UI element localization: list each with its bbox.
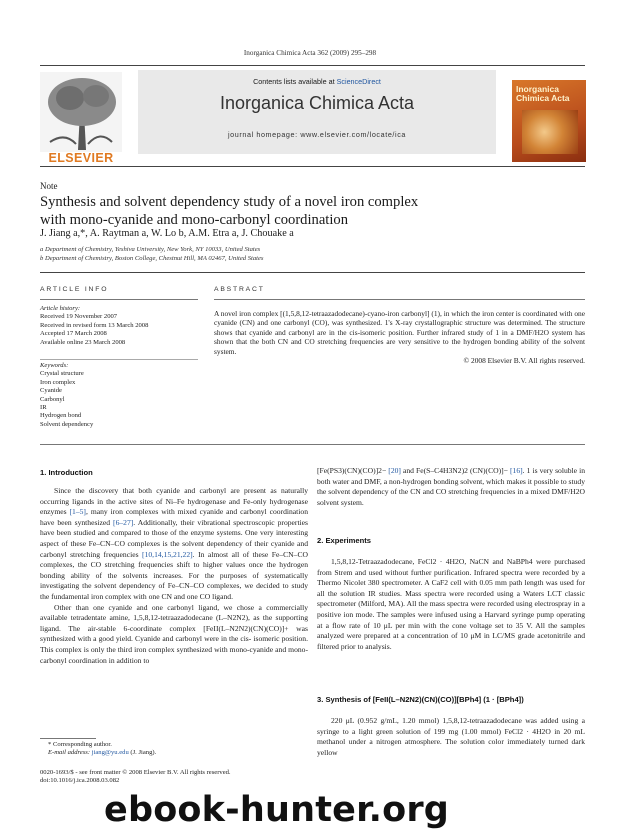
history-item: Received 19 November 2007: [40, 313, 118, 321]
experiments-paragraph: 1,5,8,12-Tetraazadodecane, FeCl2 · 4H2O, NaCN and NaBPh4 were purchased from Strem and used without further purification. Infrared spectra were recorded by a Thermo Nicolet 380 spectrometer. A CaF2 cell with 0.05 mm path length was used for all the solution IR studies. Mass spectra were recorded using a Waters LCT classic spectrometer (Milford, MA). All the mass spectra were recorded using electrospray in a positive ion mode. The samples were infused using a Harvard syringe pump operating at a flow rate of 10 μL per min with the cone voltage set to 35 V. All the samples analyzed were prepared at a concentration of 10 μM in LC/MS grade acetonitrile and filtered prior to analysis.: [317, 557, 585, 651]
keyword: Hydrogen bond: [40, 412, 82, 420]
intro-text: , many iron complexes with mixed cyanide and carbonyl coordination have been synthesized: [40, 507, 308, 527]
keyword: IR: [40, 404, 47, 412]
author-list: J. Jiang a,*, A. Raytman a, W. Lo b, A.M. Etra a, J. Chouake a: [40, 228, 294, 239]
history-label: Article history:: [40, 305, 81, 312]
synthesis-heading: 3. Synthesis of [FeII(L–N2N2)(CN)(CO)][BPh4] (1 · [BPh4]): [317, 695, 524, 704]
article-history: [40, 305, 200, 347]
title-line-2: with mono-cyanide and mono-carbonyl coordination: [40, 212, 349, 228]
experiments-heading: 2. Experiments: [317, 536, 372, 545]
contents-prefix: Contents lists available at: [253, 77, 337, 86]
synthesis-body: [317, 716, 585, 758]
intro-heading: 1. Introduction: [40, 468, 93, 477]
running-head: Inorganica Chimica Acta 362 (2009) 295–298: [243, 49, 377, 57]
meta-rule: [40, 272, 585, 273]
header-bottom-rule: [40, 166, 585, 167]
keyword: Solvent dependency: [40, 420, 94, 428]
keywords-label: Keywords:: [40, 362, 69, 369]
footnote-corresponding: * Corresponding author.: [48, 741, 112, 748]
citation-link[interactable]: [20]: [388, 466, 401, 475]
continuation-paragraph: [317, 466, 585, 508]
title-line-1: Synthesis and solvent dependency study of a novel iron complex: [40, 194, 419, 210]
intro-paragraph-2: Other than one cyanide and one carbonyl ligand, we chose a commercially available tetradentate amine, 1,5,8,12-tetraazadodecane (L–N2N2), as the supporting ligand. The air-stable 6-coordinate complex [FeII(L–N2N2)(CN)(CO)]+ was synthesized with a good yield. Cyanide and carbonyl were in the cis- isomeric position. This complex is only the third iron complex synthesized with mono-cyanide and mono-carbonyl coordination in addition to: [40, 602, 308, 665]
contents-line: [138, 77, 496, 86]
publisher-wordmark: ELSEVIER: [48, 151, 114, 165]
sciencedirect-link[interactable]: ScienceDirect: [336, 77, 381, 86]
header-top-rule: [40, 65, 585, 66]
citation-link[interactable]: [1–5]: [69, 507, 86, 517]
right-column-continuation: [317, 466, 585, 508]
cont-text: and Fe(S–C4H3N2)2 (CN)(CO)]−: [400, 466, 511, 475]
history-item: Accepted 17 March 2008: [40, 330, 107, 338]
cont-text: . 1 is very soluble in both water and DMF, a non-hydrogen bonding solvent, which makes it possible to study the solvent dependency of the CN and CO stretching frequencies in a mixed DMF/H2O solvent system.: [317, 466, 585, 507]
email-label: E-mail address:: [48, 749, 92, 757]
email-suffix: (J. Jiang).: [128, 749, 157, 757]
intro-text: Since the discovery that both cyanide and carbonyl are present as naturally occurring ligands in the active sites of Ni–Fe hydrogenase and Fe-only hydrogenase enzymes: [40, 486, 308, 517]
article-type: Note: [40, 181, 58, 191]
citation-link[interactable]: [10,14,15,21,22]: [142, 549, 193, 559]
affiliation-a: a Department of Chemistry, Yeshiva University, New York, NY 10033, United States: [40, 246, 261, 253]
elsevier-tree-logo: [40, 72, 122, 157]
abstract-heading: ABSTRACT: [214, 286, 265, 293]
cont-text: [Fe(PS3)(CN)(CO)]2−: [317, 466, 389, 475]
issn-line: 0020-1693/$ - see front matter © 2008 Elsevier B.V. All rights reserved.: [40, 769, 231, 776]
front-matter: [40, 769, 340, 785]
footnotes: [48, 741, 308, 757]
footnote-rule: [40, 738, 96, 739]
keyword: Carbonyl: [40, 395, 65, 403]
keywords-rule: [40, 359, 198, 360]
synthesis-paragraph: 220 μL (0.952 g/mL, 1.20 mmol) 1,5,8,12-tetraazadodecane was added using a syringe to a light green solution of 199 mg (1.00 mmol) FeCl2 · 4H2O in 20 mL methanol under a nitrogen atmosphere. The solution color immediately turned dark yellow: [317, 716, 585, 757]
citation-link[interactable]: [16]: [510, 466, 523, 475]
intro-body: [40, 486, 308, 666]
footnote-email: [48, 749, 308, 757]
journal-homepage[interactable]: journal homepage: www.elsevier.com/locate/ica: [227, 130, 406, 139]
email-link[interactable]: jiang@yu.edu: [91, 749, 129, 757]
watermark-text: ebook-hunter.org: [104, 790, 450, 830]
keywords-block: [40, 362, 200, 429]
cover-illustration: [522, 110, 578, 154]
history-item: Received in revised form 13 March 2008: [40, 321, 149, 329]
citation-link[interactable]: [6–27]: [113, 517, 134, 527]
experiments-body: [317, 557, 585, 652]
cover-title: Inorganica Chimica Acta: [516, 84, 570, 103]
history-item: Available online 23 March 2008: [40, 338, 126, 346]
article-info-heading: ARTICLE INFO: [40, 286, 109, 293]
abstract-text: A novel iron complex [(1,5,8,12-tetraazadodecane)-cyano-iron carbonyl] (1), in which the iron center is coordinated with one cyanide (CN) and one carbonyl (CO), was synthesized. 1's X-ray crystallographic structure was determined. The structure shows that cyanide and carbonyl are in the cis-isomeric position. Further infrared study of 1 in a DMF/H2O system has shown that the both CN and CO stretching frequencies are very sensitive to the hydrogen bonding ability of the solvent system.: [214, 309, 585, 356]
keyword: Cyanide: [40, 387, 62, 395]
journal-title: Inorganica Chimica Acta: [219, 93, 415, 113]
keyword: Crystal structure: [40, 370, 84, 378]
article-info-rule: [40, 299, 198, 300]
abstract-bottom-rule: [40, 444, 585, 445]
intro-text: . Additionally, their vibrational spectroscopic properties have been studied and compared to those of the enzyme systems. One very interesting aspect of these Fe–CN–CO complexes is the solvent dependency of their cyanide and carbonyl stretching frequencies: [40, 517, 308, 559]
keyword: Iron complex: [40, 378, 76, 386]
article-title: [40, 193, 570, 229]
abstract-rule: [214, 299, 585, 300]
abstract-copyright: © 2008 Elsevier B.V. All rights reserved.: [463, 356, 585, 365]
intro-paragraph-1: [40, 486, 308, 603]
intro-text: . In almost all of these Fe–CN–CO complexes, the CO stretching frequencies shift to higher values once the hydrogen bonding ability of the solvents increases. For the purposes of systematically investigating the solvent dependency of Fe–CN–CO complexes, we decided to study the fundamental iron complex with one CN and one CO ligand.: [40, 549, 309, 601]
doi-line[interactable]: doi:10.1016/j.ica.2008.03.082: [40, 777, 120, 785]
affiliation-b: b Department of Chemistry, Boston College, Chestnut Hill, MA 02467, United States: [40, 255, 264, 262]
